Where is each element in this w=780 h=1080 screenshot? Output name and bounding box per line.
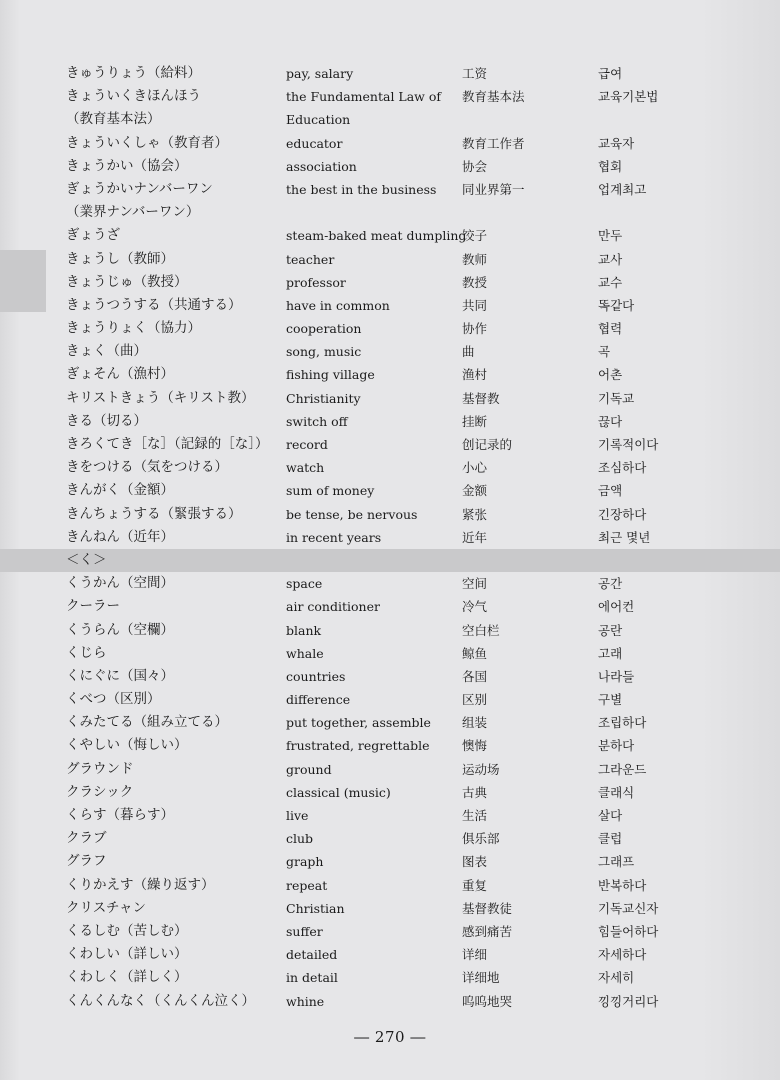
vocabulary-row bbox=[0, 108, 780, 131]
english-gloss: professor bbox=[286, 274, 346, 290]
english-gloss: ground bbox=[286, 761, 332, 777]
chinese-gloss: 运动场 bbox=[462, 761, 500, 777]
vocabulary-row bbox=[0, 781, 780, 804]
chinese-gloss: 俱乐部 bbox=[462, 831, 500, 847]
japanese-term: きょういくきほんほう bbox=[66, 88, 201, 105]
japanese-term: くるしむ（苦しむ） bbox=[66, 922, 188, 939]
japanese-term: くべつ（区別） bbox=[66, 691, 161, 708]
vocabulary-row bbox=[0, 456, 780, 479]
korean-gloss: 끊다 bbox=[598, 413, 623, 429]
english-gloss: pay, salary bbox=[286, 66, 354, 81]
japanese-term: きょうし（教師） bbox=[66, 250, 174, 267]
vocabulary-row bbox=[0, 155, 780, 178]
korean-gloss: 어촌 bbox=[598, 367, 623, 383]
japanese-term: （教育基本法） bbox=[66, 111, 161, 128]
japanese-term: くじら bbox=[66, 644, 107, 661]
vocabulary-row bbox=[0, 503, 780, 526]
korean-gloss: 긴장하다 bbox=[598, 506, 647, 522]
english-gloss: switch off bbox=[286, 413, 348, 429]
chinese-gloss: 饺子 bbox=[462, 228, 488, 244]
english-gloss: air conditioner bbox=[286, 599, 380, 615]
english-gloss: watch bbox=[286, 460, 325, 476]
vocabulary-list bbox=[0, 62, 780, 1013]
english-gloss: live bbox=[286, 808, 309, 823]
chinese-gloss: 鲸鱼 bbox=[462, 645, 488, 661]
korean-gloss: 협회 bbox=[598, 158, 623, 174]
english-gloss: Education bbox=[286, 112, 351, 128]
section-header: ＜く＞ bbox=[66, 551, 107, 568]
japanese-term: グラフ bbox=[66, 853, 107, 870]
chinese-gloss: 教授 bbox=[462, 274, 488, 290]
chinese-gloss: 近年 bbox=[462, 529, 488, 545]
chinese-gloss: 紧张 bbox=[462, 506, 488, 522]
vocabulary-row bbox=[0, 62, 780, 85]
english-gloss: in recent years bbox=[286, 529, 382, 545]
chinese-gloss: 渔村 bbox=[462, 367, 488, 383]
english-gloss: song, music bbox=[286, 344, 362, 360]
chinese-gloss: 空白栏 bbox=[462, 622, 500, 638]
korean-gloss: 기록적이다 bbox=[598, 437, 659, 452]
chinese-gloss: 懊悔 bbox=[462, 738, 488, 754]
chinese-gloss: 教师 bbox=[462, 251, 488, 267]
japanese-term: くらす（暮らす） bbox=[66, 807, 174, 823]
korean-gloss: 기독교신자 bbox=[598, 900, 659, 916]
chinese-gloss: 生活 bbox=[462, 808, 488, 823]
korean-gloss: 조립하다 bbox=[598, 715, 647, 731]
korean-gloss: 살다 bbox=[598, 808, 623, 823]
chinese-gloss: 教育基本法 bbox=[462, 89, 525, 105]
chinese-gloss: 呜呜地哭 bbox=[462, 993, 513, 1009]
chinese-gloss: 工资 bbox=[462, 66, 488, 81]
japanese-term: （業界ナンバーワン） bbox=[66, 204, 200, 221]
vocabulary-row bbox=[0, 874, 780, 897]
japanese-term: くんくんなく（くんくん泣く） bbox=[66, 992, 255, 1009]
chinese-gloss: 同业界第一 bbox=[462, 181, 525, 197]
vocabulary-row bbox=[0, 178, 780, 201]
japanese-term: クラシック bbox=[66, 783, 134, 800]
vocabulary-row bbox=[0, 642, 780, 665]
chinese-gloss: 重复 bbox=[462, 877, 488, 893]
japanese-term: くやしい（悔しい） bbox=[66, 737, 188, 754]
korean-gloss: 클럽 bbox=[598, 831, 623, 847]
korean-gloss: 자세히 bbox=[598, 970, 635, 986]
japanese-term: くわしい（詳しい） bbox=[66, 946, 188, 963]
japanese-term: ぎょうかいナンバーワン bbox=[66, 180, 213, 197]
english-gloss: have in common bbox=[286, 297, 390, 313]
chinese-gloss: 空间 bbox=[462, 576, 488, 592]
japanese-term: くりかえす（繰り返す） bbox=[66, 876, 215, 893]
korean-gloss: 기독교 bbox=[598, 390, 635, 406]
japanese-term: グラウンド bbox=[66, 760, 134, 777]
vocabulary-row bbox=[0, 665, 780, 688]
japanese-term: きゅうりょう（給料） bbox=[66, 65, 201, 81]
english-gloss: repeat bbox=[286, 877, 328, 893]
chinese-gloss: 各国 bbox=[462, 668, 488, 684]
chinese-gloss: 曲 bbox=[462, 344, 475, 360]
english-gloss: sum of money bbox=[286, 483, 375, 499]
korean-gloss: 반복하다 bbox=[598, 877, 647, 893]
english-gloss: countries bbox=[286, 668, 346, 684]
chinese-gloss: 区别 bbox=[462, 692, 488, 708]
english-gloss: Christianity bbox=[286, 390, 361, 406]
english-gloss: record bbox=[286, 437, 328, 452]
page-number: ― 270 ― bbox=[354, 1028, 426, 1046]
english-gloss: teacher bbox=[286, 251, 335, 267]
english-gloss: whine bbox=[286, 993, 325, 1009]
chinese-gloss: 挂断 bbox=[462, 413, 488, 429]
vocabulary-row bbox=[0, 201, 780, 224]
chinese-gloss: 创记录的 bbox=[462, 437, 513, 452]
english-gloss: graph bbox=[286, 854, 324, 870]
vocabulary-row bbox=[0, 224, 780, 247]
english-gloss: the Fundamental Law of bbox=[286, 89, 441, 105]
japanese-term: きょうつうする（共通する） bbox=[66, 296, 242, 313]
english-gloss: be tense, be nervous bbox=[286, 506, 418, 522]
korean-gloss: 낑낑거리다 bbox=[598, 993, 659, 1009]
korean-gloss: 그래프 bbox=[598, 854, 635, 870]
chinese-gloss: 教育工作者 bbox=[462, 135, 525, 151]
vocabulary-row bbox=[0, 433, 780, 456]
korean-gloss: 교육기본법 bbox=[598, 89, 659, 105]
vocabulary-row bbox=[0, 85, 780, 108]
vocabulary-row bbox=[0, 479, 780, 502]
vocabulary-row bbox=[0, 688, 780, 711]
vocabulary-row bbox=[0, 897, 780, 920]
korean-gloss: 교수 bbox=[598, 274, 623, 290]
english-gloss: club bbox=[286, 831, 314, 847]
chinese-gloss: 金额 bbox=[462, 483, 488, 499]
chinese-gloss: 感到痛苦 bbox=[462, 923, 513, 939]
chinese-gloss: 基督教徒 bbox=[462, 900, 513, 916]
english-gloss: the best in the business bbox=[286, 181, 437, 197]
chinese-gloss: 协作 bbox=[462, 321, 488, 337]
vocabulary-row bbox=[0, 294, 780, 317]
japanese-term: きょうりょく（協力） bbox=[66, 320, 201, 337]
japanese-term: クーラー bbox=[66, 598, 120, 615]
korean-gloss: 클래식 bbox=[598, 784, 635, 800]
korean-gloss: 급여 bbox=[598, 66, 623, 81]
japanese-term: きろくてき［な］（記録的［な］） bbox=[66, 436, 269, 452]
japanese-term: きょうじゅ（教授） bbox=[66, 273, 188, 290]
vocabulary-row bbox=[0, 966, 780, 989]
korean-gloss: 그라운드 bbox=[598, 761, 647, 777]
vocabulary-row bbox=[0, 827, 780, 850]
chinese-gloss: 协会 bbox=[462, 158, 488, 174]
english-gloss: difference bbox=[286, 692, 351, 708]
chinese-gloss: 图表 bbox=[462, 854, 488, 870]
english-gloss: detailed bbox=[286, 947, 338, 963]
vocabulary-row bbox=[0, 595, 780, 618]
japanese-term: きょうかい（協会） bbox=[66, 157, 188, 174]
english-gloss: frustrated, regrettable bbox=[286, 738, 430, 754]
chinese-gloss: 详细 bbox=[462, 947, 488, 963]
vocabulary-row bbox=[0, 526, 780, 549]
english-gloss: educator bbox=[286, 135, 343, 151]
chinese-gloss: 古典 bbox=[462, 784, 488, 800]
korean-gloss: 업계최고 bbox=[598, 181, 647, 197]
vocabulary-row bbox=[0, 271, 780, 294]
korean-gloss: 조심하다 bbox=[598, 460, 647, 476]
korean-gloss: 자세하다 bbox=[598, 947, 647, 963]
english-gloss: association bbox=[286, 158, 357, 174]
korean-gloss: 나라들 bbox=[598, 668, 635, 684]
vocabulary-row bbox=[0, 920, 780, 943]
section-header-row bbox=[0, 549, 780, 572]
korean-gloss: 만두 bbox=[598, 228, 623, 244]
korean-gloss: 최근 몇년 bbox=[598, 529, 651, 545]
korean-gloss: 분하다 bbox=[598, 738, 635, 754]
chinese-gloss: 基督教 bbox=[462, 390, 500, 406]
english-gloss: blank bbox=[286, 622, 322, 638]
vocabulary-row bbox=[0, 410, 780, 433]
chinese-gloss: 组装 bbox=[462, 715, 488, 731]
korean-gloss: 공란 bbox=[598, 622, 623, 638]
vocabulary-row bbox=[0, 248, 780, 271]
english-gloss: put together, assemble bbox=[286, 715, 431, 731]
vocabulary-row bbox=[0, 387, 780, 410]
japanese-term: ぎょそん（漁村） bbox=[66, 366, 174, 383]
vocabulary-row bbox=[0, 990, 780, 1013]
korean-gloss: 교육자 bbox=[598, 135, 635, 151]
japanese-term: くみたてる（組み立てる） bbox=[66, 714, 228, 731]
vocabulary-row bbox=[0, 572, 780, 595]
chinese-gloss: 共同 bbox=[462, 297, 488, 313]
japanese-term: きんねん（近年） bbox=[66, 528, 174, 545]
chinese-gloss: 详细地 bbox=[462, 970, 500, 986]
japanese-term: ぎょうざ bbox=[66, 227, 120, 244]
korean-gloss: 고래 bbox=[598, 645, 623, 661]
japanese-term: キリストきょう（キリスト教） bbox=[66, 389, 255, 406]
english-gloss: fishing village bbox=[286, 367, 375, 383]
korean-gloss: 공간 bbox=[598, 576, 623, 592]
english-gloss: space bbox=[286, 576, 323, 592]
japanese-term: くうかん（空間） bbox=[66, 575, 174, 592]
korean-gloss: 교사 bbox=[598, 251, 623, 267]
japanese-term: くわしく（詳しく） bbox=[66, 969, 188, 986]
korean-gloss: 구별 bbox=[598, 692, 623, 708]
vocabulary-row bbox=[0, 804, 780, 827]
vocabulary-row bbox=[0, 758, 780, 781]
vocabulary-row bbox=[0, 711, 780, 734]
japanese-term: くうらん（空欄） bbox=[66, 621, 174, 638]
korean-gloss: 곡 bbox=[598, 344, 611, 360]
english-gloss: classical (music) bbox=[286, 784, 391, 800]
japanese-term: クラブ bbox=[66, 830, 107, 847]
english-gloss: suffer bbox=[286, 923, 323, 939]
vocabulary-row bbox=[0, 363, 780, 386]
japanese-term: クリスチャン bbox=[66, 899, 147, 916]
korean-gloss: 협력 bbox=[598, 321, 623, 337]
korean-gloss: 금액 bbox=[598, 483, 623, 499]
korean-gloss: 똑같다 bbox=[598, 297, 635, 313]
vocabulary-row bbox=[0, 850, 780, 873]
english-gloss: Christian bbox=[286, 900, 345, 916]
english-gloss: steam-baked meat dumpling bbox=[286, 228, 467, 244]
vocabulary-row bbox=[0, 317, 780, 340]
japanese-term: くにぐに（国々） bbox=[66, 667, 174, 684]
chinese-gloss: 冷气 bbox=[462, 599, 488, 615]
japanese-term: きょく（曲） bbox=[66, 343, 147, 360]
english-gloss: in detail bbox=[286, 970, 338, 986]
chinese-gloss: 小心 bbox=[462, 460, 488, 476]
japanese-term: きをつける（気をつける） bbox=[66, 459, 228, 476]
japanese-term: きょういくしゃ（教育者） bbox=[66, 134, 228, 151]
vocabulary-row bbox=[0, 340, 780, 363]
vocabulary-row bbox=[0, 619, 780, 642]
japanese-term: きんがく（金額） bbox=[66, 482, 174, 499]
korean-gloss: 힘들어하다 bbox=[598, 923, 659, 939]
english-gloss: cooperation bbox=[286, 321, 362, 337]
japanese-term: きる（切る） bbox=[66, 412, 147, 429]
japanese-term: きんちょうする（緊張する） bbox=[66, 505, 242, 522]
korean-gloss: 에어컨 bbox=[598, 599, 635, 615]
vocabulary-row bbox=[0, 132, 780, 155]
english-gloss: whale bbox=[286, 645, 324, 661]
vocabulary-row bbox=[0, 734, 780, 757]
vocabulary-row bbox=[0, 943, 780, 966]
